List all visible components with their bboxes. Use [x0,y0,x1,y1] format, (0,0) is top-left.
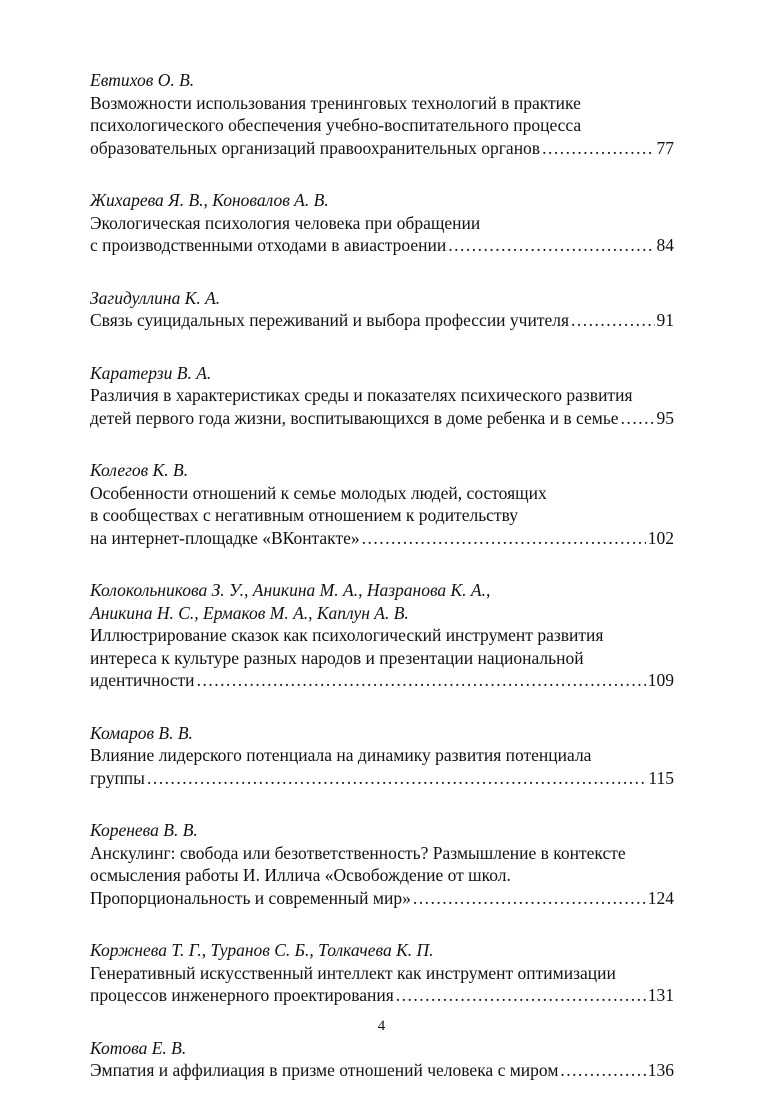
entry-title-last-line [90,1059,674,1082]
entry-title-text: процессов инженерного проектирования [90,985,394,1005]
entry-page-number: 84 [656,235,674,255]
dot-leader [571,309,654,332]
entry-authors: Аникина Н. С., Ермаков М. А., Каплун А. В. [90,602,409,623]
entry-title-text: образовательных организаций правоохранительных органов [90,137,541,158]
entry-authors: Евтихов О. В. [90,70,195,90]
entry-authors: Котова Е. В. [90,1037,187,1058]
entry-title-line: Особенности отношений к семье молодых людей, состоящих [90,482,547,503]
table-of-contents [90,69,674,1112]
toc-entry [90,939,674,1007]
toc-entry [90,819,674,909]
entry-page-number: 102 [647,527,674,548]
toc-entry [90,287,674,332]
entry-page-number: 95 [656,407,674,428]
entry-title-last-line [90,527,674,550]
entry-page-number: 91 [656,310,674,330]
entry-authors: Комаров В. В. [90,722,193,743]
entry-title-text: Связь суицидальных переживаний и выбора профессии учителя [90,310,570,330]
entry-title-line: Возможности использования тренинговых технологий в практике [90,92,581,113]
entry-title-last-line [90,887,674,910]
entry-page-number: 124 [647,887,674,908]
toc-entry [90,69,674,159]
dot-leader [413,887,646,910]
dot-leader [621,407,655,430]
entry-title-text: Эмпатия и аффилиация в призме отношений человека с миром [90,1060,559,1080]
entry-page-number: 109 [647,670,674,690]
entry-authors: Загидуллина К. А. [90,287,221,308]
entry-page-number: 136 [647,1060,674,1080]
entry-title-last-line [90,669,674,692]
entry-title-text: идентичности [90,670,195,690]
dot-leader [362,527,646,550]
entry-title-text: на интернет-площадке «ВКонтакте» [90,527,360,548]
dot-leader [396,984,646,1007]
entry-title-line: Генеративный искусственный интеллект как инструмент оптимизации [90,962,616,983]
toc-entry [90,1037,674,1082]
page-number: 4 [377,1018,386,1034]
entry-title-text: Пропорциональность и современный мир» [90,887,411,908]
entry-title-text: детей первого года жизни, воспитывающихся в доме ребенка и в семье [90,407,619,428]
entry-title-last-line [90,137,674,160]
entry-page-number: 115 [648,767,674,788]
dot-leader [560,1059,645,1082]
toc-entry [90,722,674,790]
entry-page-number: 77 [656,137,674,158]
entry-authors: Жихарева Я. В., Коновалов А. В. [90,190,329,210]
entry-title-line: Анскулинг: свобода или безответственность? Размышление в контексте [90,842,626,863]
entry-title-line: осмысления работы И. Иллича «Освобождение от школ. [90,865,511,885]
entry-title-line: в сообществах с негативным отношением к родительству [90,505,519,525]
entry-title-last-line [90,767,674,790]
entry-authors: Коренева В. В. [90,820,198,840]
toc-entry [90,459,674,549]
entry-title-line: Иллюстрирование сказок как психологический инструмент развития [90,625,604,645]
entry-title-last-line [90,407,674,430]
entry-title-line: Влияние лидерского потенциала на динамику развития потенциала [90,745,592,765]
dot-leader [147,767,646,790]
entry-title-last-line [90,984,674,1007]
dot-leader [542,137,654,160]
entry-page-number: 131 [647,985,674,1005]
entry-authors: Колокольникова З. У., Аникина М. А., Назранова К. А., [90,580,491,600]
entry-title-line: психологического обеспечения учебно-воспитательного процесса [90,115,582,135]
entry-authors: Каратерзи В. А. [90,362,212,383]
entry-title-text: с производственными отходами в авиастроении [90,235,447,255]
entry-title-line: интереса к культуре разных народов и презентации национальной [90,647,584,668]
toc-entry [90,579,674,692]
entry-title-line: Различия в характеристиках среды и показателях психического развития [90,385,633,405]
entry-title-text: группы [90,767,145,788]
entry-authors: Коржнева Т. Г., Туранов С. Б., Толкачева К. П. [90,940,434,960]
entry-title-last-line [90,309,674,332]
toc-entry [90,189,674,257]
entry-title-line: Экологическая психология человека при обращении [90,212,481,233]
entry-title-last-line [90,234,674,257]
dot-leader [448,234,654,257]
dot-leader [197,669,646,692]
toc-entry [90,362,674,430]
entry-authors: Колегов К. В. [90,460,189,480]
